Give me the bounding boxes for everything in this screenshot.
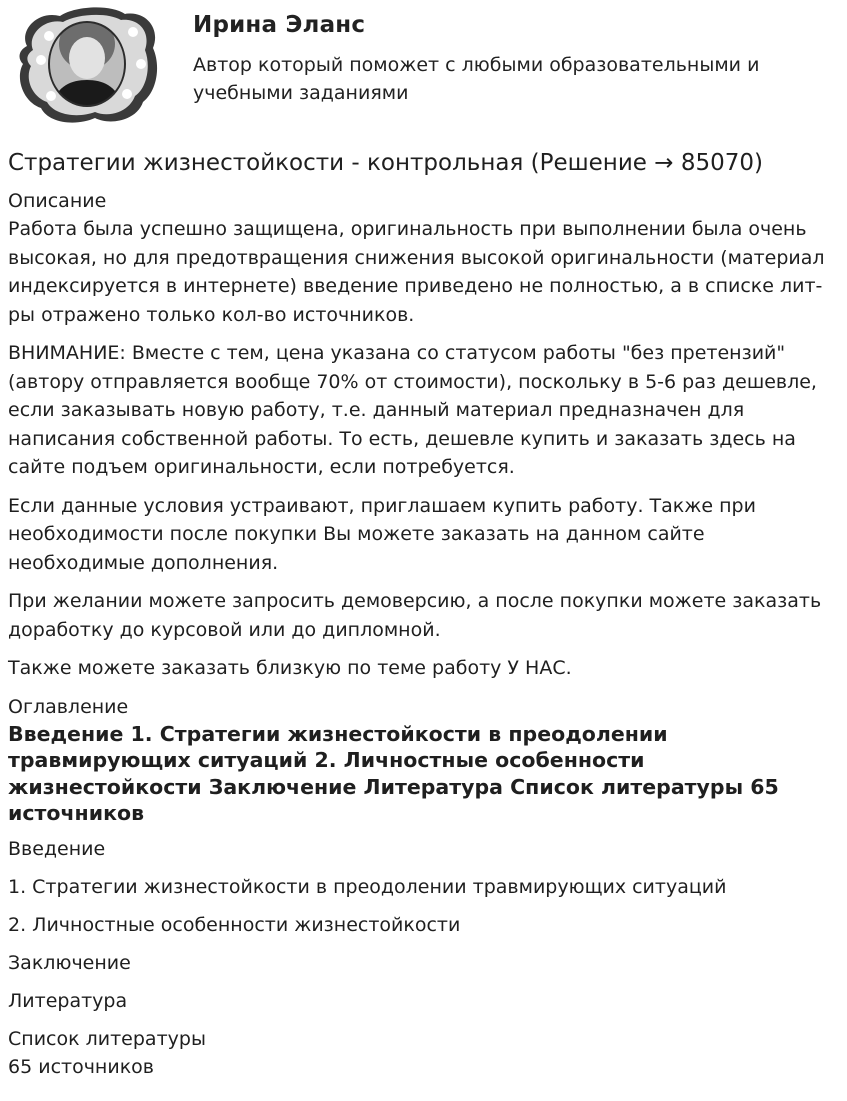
toc-item: Введение [8, 837, 106, 860]
literature-label: Список литературы [8, 1027, 206, 1050]
author-description: Автор который поможет с любыми образовательными и учебными заданиями [193, 54, 760, 104]
description-paragraph: При желании можете запросить демоверсию, а после покупки можете заказать доработку до курсовой или до дипломной. [8, 590, 822, 641]
toc-item: Литература [8, 989, 128, 1012]
description-paragraph: Работа была успешно защищена, оригинальность при выполнении была очень высокая, но для предотвращения снижения высокой оригинальности (материал индексируется в интернете) введение приведено не полностью, а в списке лит-ры отражено только кол-во источников. [8, 218, 825, 326]
author-header [8, 0, 839, 140]
author-avatar[interactable] [15, 6, 159, 126]
literature-count: 65 источников [8, 1055, 154, 1078]
document-title: Стратегии жизнестойкости - контрольная (Решение → 85070) [8, 150, 763, 176]
description-paragraph: Также можете заказать близкую по теме работу У НАС. [8, 657, 572, 679]
toc-item: 2. Личностные особенности жизнестойкости [8, 913, 461, 936]
description-paragraph: Если данные условия устраивают, приглашаем купить работу. Также при необходимости после покупки Вы можете заказать на данном сайте необходимые дополнения. [8, 494, 756, 574]
toc-item: 1. Стратегии жизнестойкости в преодолении травмирующих ситуаций [8, 875, 727, 898]
toc-item: Заключение [8, 951, 131, 974]
document-content [8, 187, 833, 1081]
toc-summary: Введение 1. Стратегии жизнестойкости в преодолении травмирующих ситуаций 2. Личностные особенности жизнестойкости Заключение Литература Список литературы 65 источников [8, 721, 779, 825]
description-label: Описание [8, 190, 107, 212]
toc-label: Оглавление [8, 695, 129, 718]
author-name[interactable]: Ирина Эланс [193, 12, 366, 38]
description-paragraph: ВНИМАНИЕ: Вместе с тем, цена указана со статусом работы "без претензий" (автору отправляется вообще 70% от стоимости), поскольку в 5-6 раз дешевле, если заказывать новую работу, т.е. данный материал предназначен для написания собственной работы. То есть, дешевле купить и заказать здесь на сайте подъем оригинальности, если потребуется. [8, 342, 817, 478]
